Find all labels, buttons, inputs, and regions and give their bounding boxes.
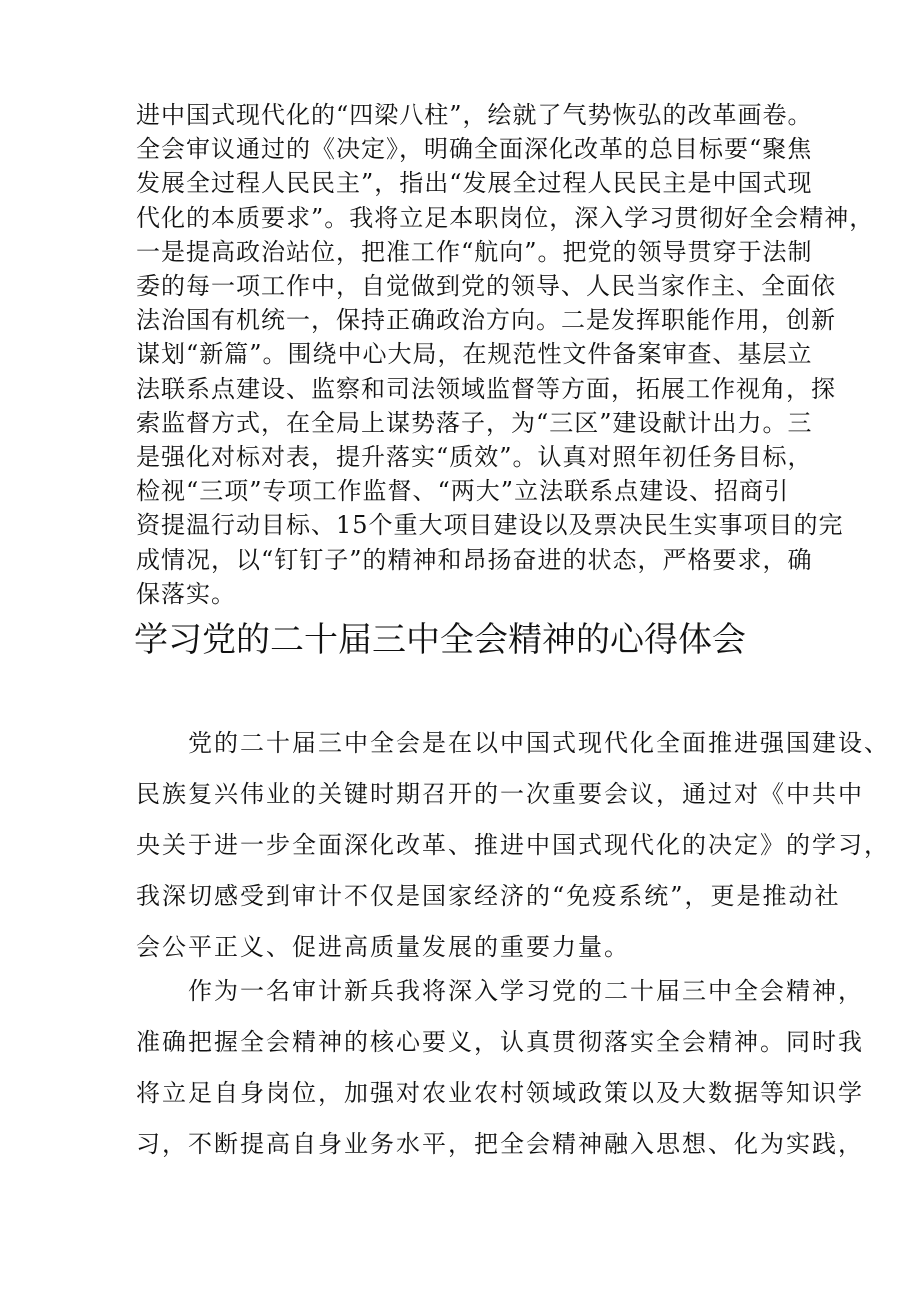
body-paragraph-2 — [136, 966, 864, 1170]
text-line: 索监督方式，在全局上谋势落子，为“三区”建设献计出力。三 — [136, 408, 813, 437]
text-line: 法治国有机统一，保持正确政治方向。二是发挥职能作用，创新 — [136, 306, 836, 335]
text-line: 发展全过程人民民主”，指出“发展全过程人民民主是中国式现 — [136, 169, 813, 198]
text-line: 一是提高政治站位，把准工作“航向”。把党的领导贯穿于法制 — [136, 237, 813, 266]
text-line: 将立足自身岗位，加强对农业农村领域政策以及大数据等知识学 — [136, 1079, 864, 1107]
body-paragraph-continued — [136, 98, 875, 611]
text-line: 习，不断提高自身业务水平，把全会精神融入思想、化为实践， — [136, 1130, 864, 1158]
section-title: 学习党的二十届三中全会精神的心得体会 — [134, 620, 746, 660]
text-line: 民族复兴伟业的关键时期召开的一次重要会议，通过对《中共中 — [136, 780, 864, 808]
text-line: 代化的本质要求”。我将立足本职岗位，深入学习贯彻好全会精神， — [136, 203, 875, 232]
text-line: 准确把握全会精神的核心要义，认真贯彻落实全会精神。同时我 — [136, 1028, 864, 1056]
text-line: 会公平正义、促进高质量发展的重要力量。 — [136, 933, 630, 961]
text-line: 检视“三项”专项工作监督、“两大”立法联系点建设、招商引 — [136, 477, 790, 506]
text-line: 进中国式现代化的“四梁八柱”，绘就了气势恢弘的改革画卷。 — [136, 101, 813, 129]
text-line: 委的每一项工作中，自觉做到党的领导、人民当家作主、全面依 — [136, 272, 836, 301]
text-line: 法联系点建设、监察和司法领域监督等方面，拓展工作视角，探 — [136, 374, 836, 403]
text-line: 资提温行动目标、15个重大项目建设以及票决民生实事项目的完 — [136, 511, 844, 540]
text-line: 党的二十届三中全会是在以中国式现代化全面推进强国建设、 — [136, 729, 890, 757]
text-line: 谋划“新篇”。围绕中心大局，在规范性文件备案审查、基层立 — [136, 340, 813, 369]
text-line: 保落实。 — [136, 579, 236, 608]
text-line: 央关于进一步全面深化改革、推进中国式现代化的决定》的学习， — [136, 831, 890, 859]
text-line: 成情况，以“钉钉子”的精神和昂扬奋进的状态，严格要求，确 — [136, 545, 813, 574]
text-line: 是强化对标对表，提升落实“质效”。认真对照年初任务目标， — [136, 443, 813, 472]
text-line: 全会审议通过的《决定》，明确全面深化改革的总目标要“聚焦 — [136, 135, 813, 164]
text-line: 我深切感受到审计不仅是国家经济的“免疫系统”，更是推动社 — [136, 882, 841, 910]
body-paragraph-1 — [136, 718, 890, 973]
text-line: 作为一名审计新兵我将深入学习党的二十届三中全会精神， — [136, 977, 864, 1005]
